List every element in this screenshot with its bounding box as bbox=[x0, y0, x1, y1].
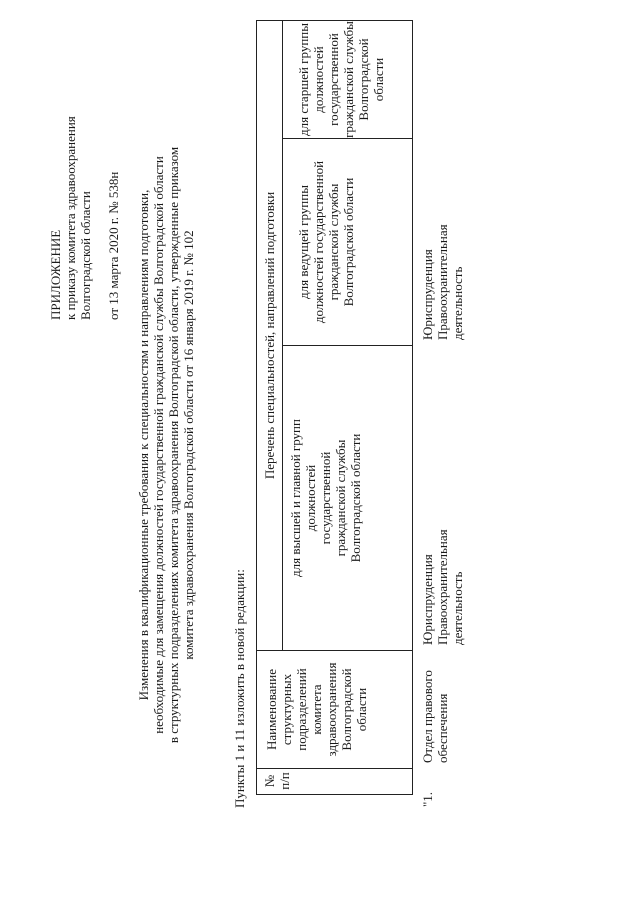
heading-line-2: необходимые для замещения должностей государственной гражданской службы Волгоградской области bbox=[151, 156, 166, 734]
appendix-line-1: к приказу комитета здравоохранения bbox=[63, 116, 78, 320]
table-border-top bbox=[256, 20, 257, 795]
header-col-senior-line: гражданской службы bbox=[341, 21, 356, 138]
header-col-lead bbox=[296, 139, 356, 345]
table-row bbox=[418, 20, 478, 807]
document-heading bbox=[136, 75, 196, 815]
header-col-high-line: гражданской службы bbox=[333, 439, 348, 557]
header-list-title: Перечень специальностей, направлений подготовки bbox=[262, 191, 277, 480]
header-unit-line: здравоохранения bbox=[324, 662, 339, 757]
header-unit-line: Волгоградской bbox=[339, 668, 354, 751]
header-col-senior-line: должностей государственной bbox=[311, 33, 341, 126]
intro-text: Пункты 1 и 11 изложить в новой редакции: bbox=[232, 569, 247, 808]
row-num: "1. bbox=[420, 791, 435, 807]
table-border-left bbox=[256, 794, 413, 795]
row-unit-line: обеспечения bbox=[435, 693, 450, 763]
row-high bbox=[420, 529, 465, 645]
appendix-line-2: Волгоградской области bbox=[78, 191, 93, 320]
header-col-senior-line: Волгоградской области bbox=[356, 38, 386, 121]
row-unit bbox=[420, 670, 450, 763]
appendix-title: ПРИЛОЖЕНИЕ bbox=[48, 229, 63, 320]
heading-line-1: Изменения в квалификационные требования к специальностям и направлениям подготовки, bbox=[136, 189, 151, 701]
row-unit-line: Отдел правового bbox=[420, 670, 435, 763]
row-lead-line: деятельность bbox=[450, 266, 465, 340]
header-col-lead-line: Волгоградской области bbox=[341, 177, 356, 307]
header-col-lead-line: гражданской службы bbox=[326, 183, 341, 301]
header-num-line-2: п/п bbox=[277, 772, 292, 790]
table-subheader-line bbox=[282, 20, 283, 651]
heading-line-3: в структурных подразделениях комитета здравоохранения Волгоградской области, утвержденные приказом bbox=[166, 146, 181, 744]
row-high-line: Юриспруденция bbox=[420, 554, 435, 645]
header-unit-line: комитета bbox=[309, 684, 324, 735]
header-col-high-line: государственной bbox=[318, 451, 333, 545]
heading-line-4: комитета здравоохранения Волгоградской области от 16 января 2019 г. № 102 bbox=[181, 230, 196, 660]
header-unit bbox=[264, 651, 369, 768]
header-col-lead-line: для ведущей группы bbox=[296, 185, 311, 299]
header-num-line-1: № bbox=[262, 774, 277, 788]
appendix-block bbox=[48, 116, 121, 320]
table-border-bottom bbox=[412, 20, 413, 795]
header-col-senior bbox=[296, 21, 386, 138]
row-lead-line: Юриспруденция bbox=[420, 249, 435, 340]
row-high-line: Правоохранительная bbox=[435, 529, 450, 645]
header-col-high-line: для высшей и главной групп bbox=[288, 419, 303, 577]
header-col-lead-line: должностей государственной bbox=[311, 160, 326, 324]
header-col-high-line: должностей bbox=[303, 464, 318, 532]
header-unit-line: Наименование bbox=[264, 669, 279, 750]
row-high-line: деятельность bbox=[450, 571, 465, 645]
header-unit-line: подразделений bbox=[294, 668, 309, 751]
header-col-senior-line: для старшей группы bbox=[296, 23, 311, 137]
header-col-high-line: Волгоградской области bbox=[348, 433, 363, 563]
row-lead bbox=[420, 224, 465, 340]
appendix-date: от 13 марта 2020 г. № 538н bbox=[106, 171, 121, 320]
qualification-table bbox=[256, 20, 413, 795]
header-unit-line: области bbox=[354, 687, 369, 732]
header-num bbox=[262, 769, 292, 793]
row-lead-line: Правоохранительная bbox=[435, 224, 450, 340]
header-unit-line: структурных bbox=[279, 673, 294, 746]
header-col-high bbox=[288, 346, 363, 650]
